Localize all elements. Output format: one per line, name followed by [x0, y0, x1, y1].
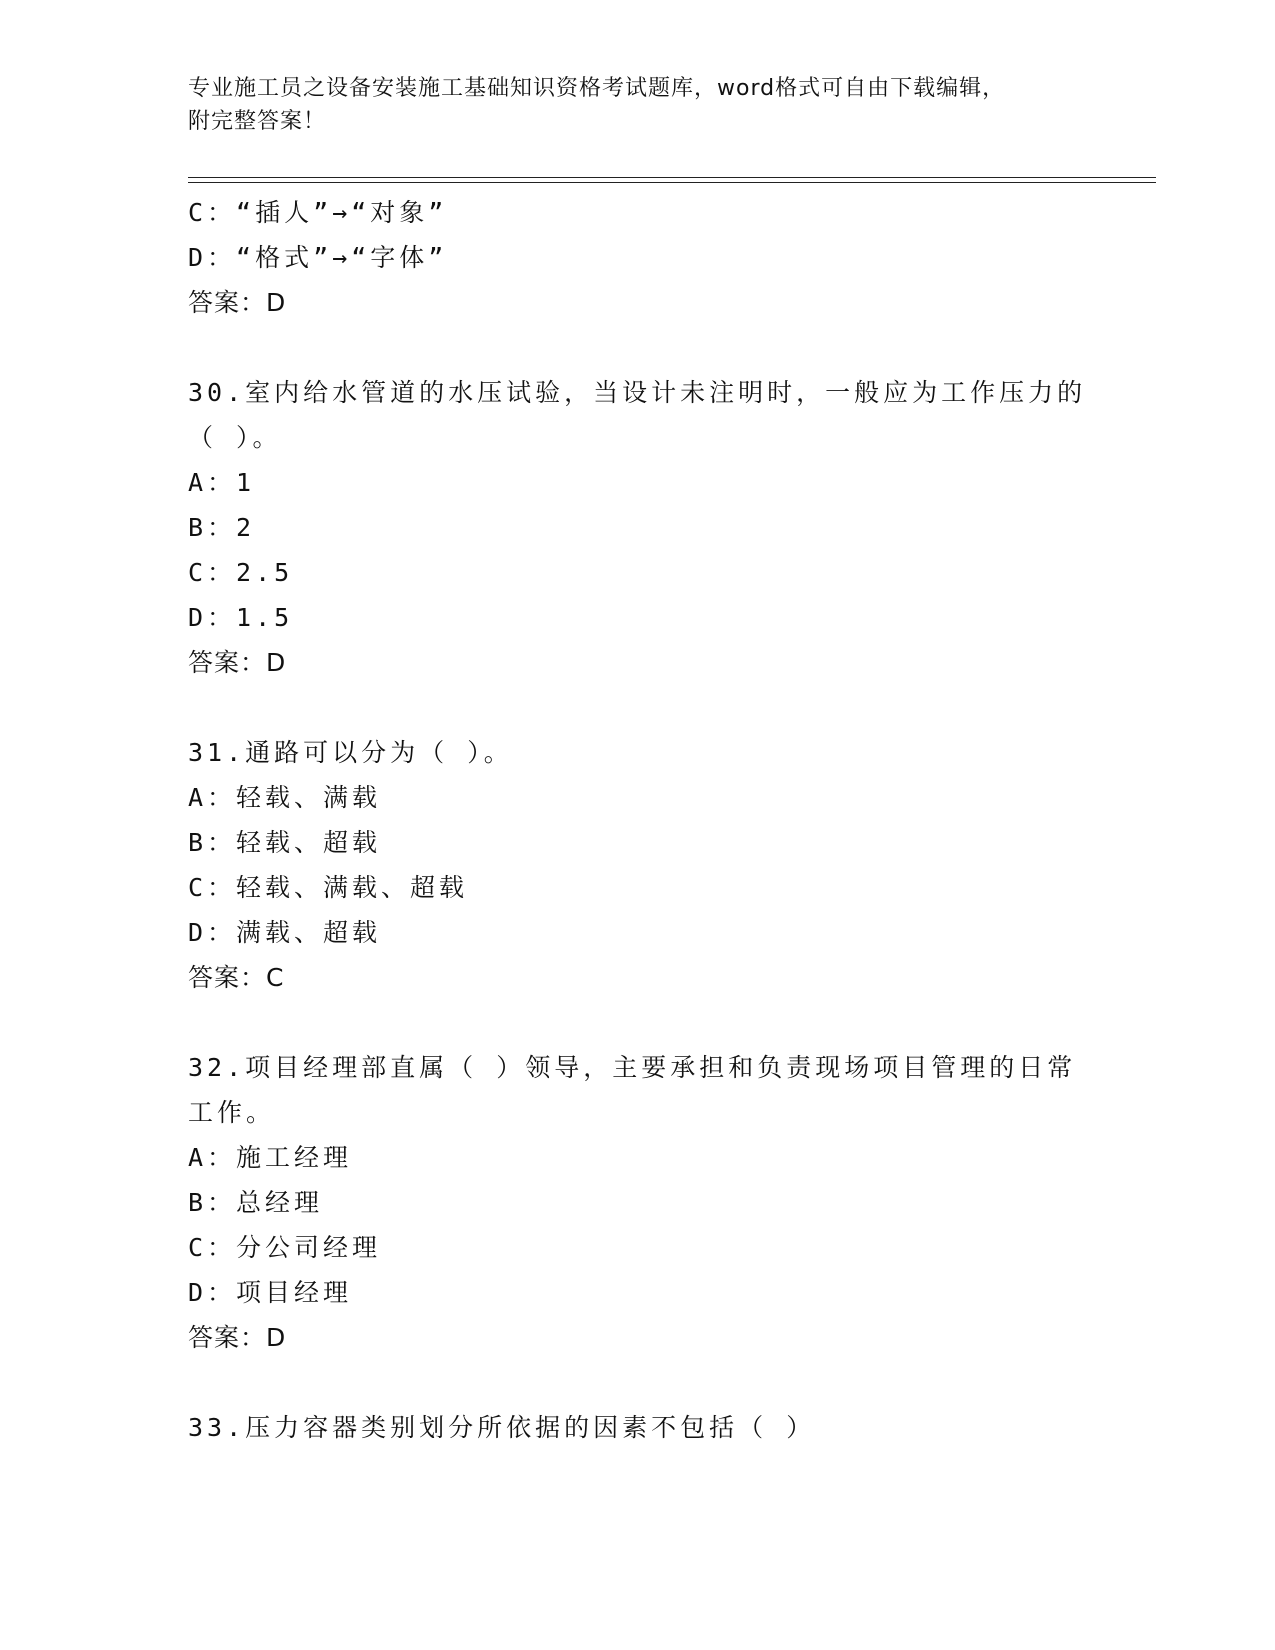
option-d: D：“格式”→“字体”: [188, 243, 448, 272]
question-text: 31.通路可以分为（ ）。: [188, 738, 513, 767]
question-33: [188, 1405, 1088, 1450]
question-text: 30.室内给水管道的水压试验，当设计未注明时，一般应为工作压力的: [188, 378, 1087, 407]
header-line-1: 专业施工员之设备安装施工基础知识资格考试题库，word格式可自由下载编辑，: [188, 76, 1006, 101]
header-rule-top: [188, 177, 1156, 178]
question-text-cont: 工作。: [188, 1098, 276, 1127]
spacer: [188, 685, 1088, 730]
question-text: 33.压力容器类别划分所依据的因素不包括（ ）: [188, 1413, 816, 1442]
option-a: A：1: [188, 468, 256, 497]
option-b: B：轻载、超载: [188, 828, 382, 857]
spacer: [188, 325, 1088, 370]
option-d: D：项目经理: [188, 1278, 353, 1307]
prev-question: [188, 190, 1088, 325]
question-list: [188, 190, 1088, 1450]
option-c: C：“插人”→“对象”: [188, 198, 448, 227]
option-d: D：满载、超载: [188, 918, 382, 947]
option-a: A：轻载、满载: [188, 783, 382, 812]
answer-line: 答案：D: [188, 288, 287, 317]
answer-line: 答案：C: [188, 963, 285, 992]
option-a: A：施工经理: [188, 1143, 353, 1172]
question-text: 32.项目经理部直属（ ）领导，主要承担和负责现场项目管理的日常: [188, 1053, 1077, 1082]
header-line-2: 附完整答案！: [188, 109, 327, 134]
option-c: C：2.5: [188, 558, 294, 587]
option-d: D：1.5: [188, 603, 294, 632]
option-b: B：2: [188, 513, 256, 542]
header-rule-bottom: [188, 182, 1156, 183]
question-32: [188, 1045, 1088, 1360]
spacer: [188, 1360, 1088, 1405]
option-b: B：总经理: [188, 1188, 324, 1217]
question-31: [188, 730, 1088, 1000]
document-header: [188, 72, 1078, 138]
answer-line: 答案：D: [188, 648, 287, 677]
question-30: [188, 370, 1088, 685]
answer-line: 答案：D: [188, 1323, 287, 1352]
spacer: [188, 1000, 1088, 1045]
option-c: C：轻载、满载、超载: [188, 873, 469, 902]
question-text-cont: （ ）。: [188, 423, 282, 452]
option-c: C：分公司经理: [188, 1233, 382, 1262]
